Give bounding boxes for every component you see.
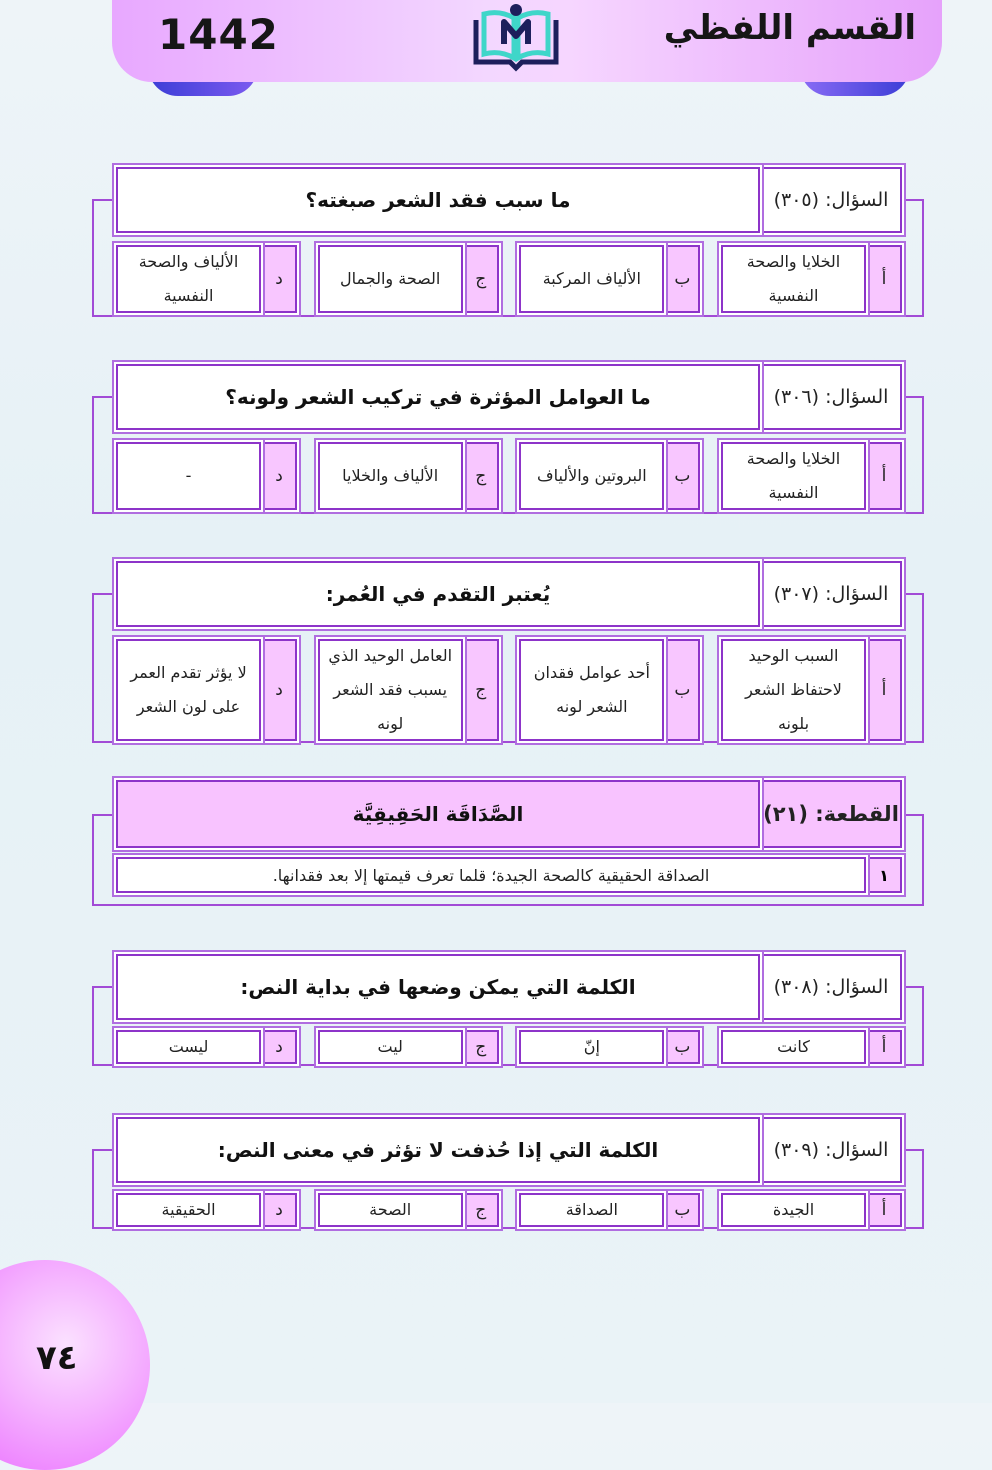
question-text: الكلمة التي إذا حُذفت لا تؤثر في معنى النص: xyxy=(116,1117,760,1183)
book-logo-icon xyxy=(470,0,562,74)
option-letter: ج xyxy=(463,1193,499,1227)
option-text: - xyxy=(116,442,261,510)
option-text: الحقيقية xyxy=(116,1193,261,1227)
option-letter: أ xyxy=(866,1193,902,1227)
option-b[interactable] xyxy=(519,1193,700,1227)
question-number: السؤال: (٣٠٩) xyxy=(760,1117,902,1183)
question-text: يُعتبر التقدم في العُمر: xyxy=(116,561,760,627)
option-text: ليت xyxy=(318,1030,463,1064)
option-c[interactable] xyxy=(318,1193,499,1227)
option-letter: أ xyxy=(866,245,902,313)
option-b[interactable] xyxy=(519,1030,700,1064)
option-text: السبب الوحيد لاحتفاظ الشعر بلونه xyxy=(721,639,866,741)
option-c[interactable] xyxy=(318,1030,499,1064)
option-letter: د xyxy=(261,245,297,313)
option-text: أحد عوامل فقدان الشعر لونه xyxy=(519,639,664,741)
option-a[interactable] xyxy=(721,1030,902,1064)
option-letter: ب xyxy=(664,1030,700,1064)
option-c[interactable] xyxy=(318,639,499,741)
option-a[interactable] xyxy=(721,245,902,313)
option-text: إنّ xyxy=(519,1030,664,1064)
question-text: الكلمة التي يمكن وضعها في بداية النص: xyxy=(116,954,760,1020)
option-letter: د xyxy=(261,1193,297,1227)
option-d[interactable] xyxy=(116,245,297,313)
sentence-text: الصداقة الحقيقية كالصحة الجيدة؛ قلما تعرف قيمتها إلا بعد فقدانها. xyxy=(116,857,866,893)
section-title: القسم اللفظي xyxy=(663,8,916,48)
option-letter: ب xyxy=(664,639,700,741)
option-b[interactable] xyxy=(519,245,700,313)
option-text: البروتين والألياف xyxy=(519,442,664,510)
question-number: السؤال: (٣٠٧) xyxy=(760,561,902,627)
option-b[interactable] xyxy=(519,442,700,510)
option-text: الخلايا والصحة النفسية xyxy=(721,245,866,313)
option-text: الألياف والخلايا xyxy=(318,442,463,510)
option-letter: ب xyxy=(664,245,700,313)
option-text: كانت xyxy=(721,1030,866,1064)
passage-sentence xyxy=(116,857,902,893)
question-text: ما سبب فقد الشعر صبغته؟ xyxy=(116,167,760,233)
option-text: الألياف والصحة النفسية xyxy=(116,245,261,313)
option-letter: ج xyxy=(463,1030,499,1064)
sentence-number: ١ xyxy=(866,857,902,893)
option-text: لا يؤثر تقدم العمر على لون الشعر xyxy=(116,639,261,741)
option-letter: د xyxy=(261,1030,297,1064)
option-letter: ج xyxy=(463,245,499,313)
option-text: الصحة والجمال xyxy=(318,245,463,313)
option-a[interactable] xyxy=(721,639,902,741)
option-d[interactable] xyxy=(116,442,297,510)
option-b[interactable] xyxy=(519,639,700,741)
option-letter: ب xyxy=(664,1193,700,1227)
option-c[interactable] xyxy=(318,245,499,313)
option-a[interactable] xyxy=(721,442,902,510)
option-a[interactable] xyxy=(721,1193,902,1227)
passage-title: الصَّدَاقَة الحَقِيقِيَّة xyxy=(116,780,760,848)
option-text: الخلايا والصحة النفسية xyxy=(721,442,866,510)
option-letter: ج xyxy=(463,639,499,741)
option-text: الصداقة xyxy=(519,1193,664,1227)
option-d[interactable] xyxy=(116,639,297,741)
option-d[interactable] xyxy=(116,1193,297,1227)
option-letter: أ xyxy=(866,639,902,741)
question-number: السؤال: (٣٠٦) xyxy=(760,364,902,430)
question-text: ما العوامل المؤثرة في تركيب الشعر ولونه؟ xyxy=(116,364,760,430)
option-text: ليست xyxy=(116,1030,261,1064)
option-text: العامل الوحيد الذي يسبب فقد الشعر لونه xyxy=(318,639,463,741)
option-letter: د xyxy=(261,442,297,510)
option-letter: ب xyxy=(664,442,700,510)
option-letter: د xyxy=(261,639,297,741)
passage-number: القطعة: (٢١) xyxy=(760,780,902,848)
exam-year: 1442 xyxy=(158,10,279,59)
question-number: السؤال: (٣٠٨) xyxy=(760,954,902,1020)
option-d[interactable] xyxy=(116,1030,297,1064)
option-text: الجيدة xyxy=(721,1193,866,1227)
option-letter: أ xyxy=(866,442,902,510)
page-number: ٧٤ xyxy=(36,1338,78,1378)
option-text: الألياف المركبة xyxy=(519,245,664,313)
option-letter: ج xyxy=(463,442,499,510)
question-number: السؤال: (٣٠٥) xyxy=(760,167,902,233)
option-c[interactable] xyxy=(318,442,499,510)
option-letter: أ xyxy=(866,1030,902,1064)
option-text: الصحة xyxy=(318,1193,463,1227)
